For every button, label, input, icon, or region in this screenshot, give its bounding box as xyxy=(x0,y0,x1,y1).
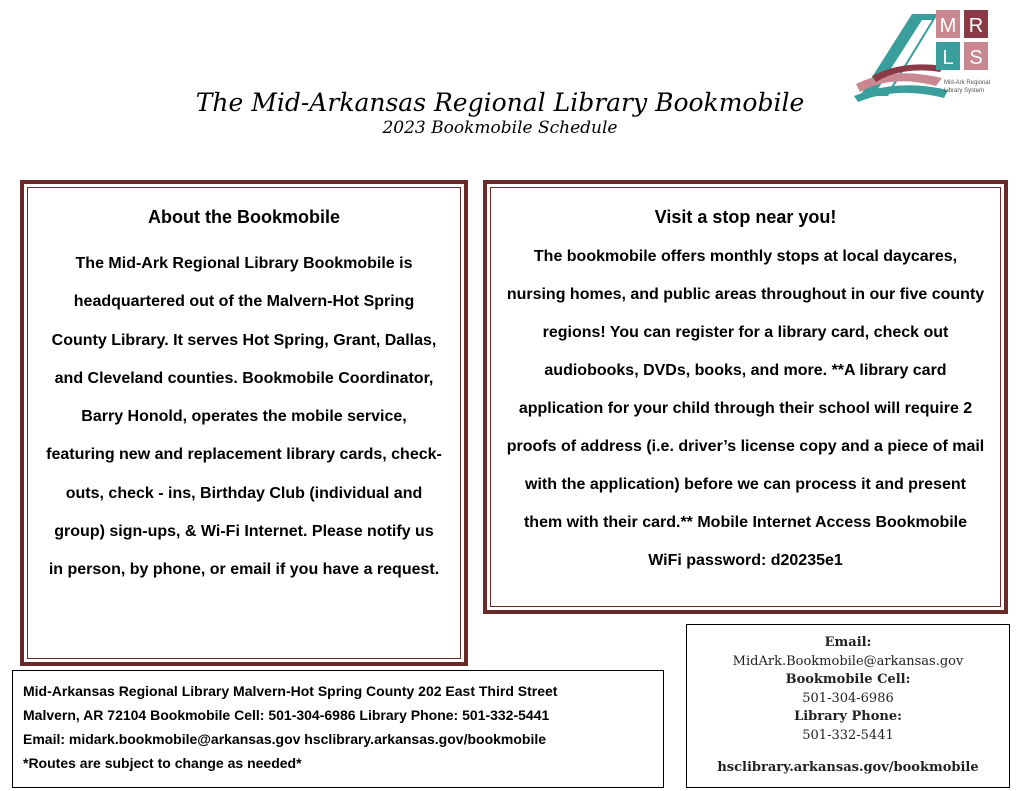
cell-label: Bookmobile Cell: xyxy=(785,672,911,687)
about-heading: About the Bookmobile xyxy=(148,207,340,227)
logo-letter-s: S xyxy=(969,47,983,69)
logo-letter-r: R xyxy=(968,15,984,37)
address-line-3: Email: midark.bookmobile@arkansas.gov hsclibrary.arkansas.gov/bookmobile xyxy=(23,731,547,747)
cell-value[interactable]: 501-304-6986 xyxy=(802,691,894,706)
visit-box-inner-border xyxy=(490,187,1001,607)
about-box xyxy=(20,180,468,666)
logo-letter-m: M xyxy=(939,15,957,37)
logo-caption-line1: Mid-Ark Regional xyxy=(944,80,991,86)
visit-box xyxy=(483,180,1008,614)
address-line-2: Malvern, AR 72104 Bookmobile Cell: 501-304-6986 Library Phone: 501-332-5441 xyxy=(23,707,550,723)
email-label: Email: xyxy=(824,635,872,650)
about-box-inner-border xyxy=(27,187,461,659)
visit-heading: Visit a stop near you! xyxy=(654,207,837,227)
about-body: The Mid-Ark Regional Library Bookmobile is headquartered out of the Malvern-Hot Spring County Library. It serves Hot Spring, Grant, Dallas, and Cleveland counties. Bookmobile Coordinator, Barry Honold, operates the mobile service, featuring new and replacement library cards, check-outs, check - ins, Birthday Club (individual and group) sign-ups, & Wi-Fi Internet. Please notify us in person, by phone, or email if you have a request. xyxy=(46,255,442,579)
logo-letter-l: L xyxy=(942,47,954,69)
page-subtitle: 2023 Bookmobile Schedule xyxy=(382,118,618,138)
logo-caption-line2: Library System xyxy=(944,88,985,94)
contact-box xyxy=(686,624,1010,788)
address-line-1: Mid-Arkansas Regional Library Malvern-Hot Spring County 202 East Third Street xyxy=(23,683,558,699)
page-title: The Mid-Arkansas Regional Library Bookmobile xyxy=(195,88,805,117)
address-note: *Routes are subject to change as needed* xyxy=(23,755,302,771)
title-block xyxy=(0,88,1000,138)
email-value[interactable]: MidArk.Bookmobile@arkansas.gov xyxy=(732,654,964,669)
website-link[interactable]: hsclibrary.arkansas.gov/bookmobile xyxy=(717,760,979,775)
phone-value[interactable]: 501-332-5441 xyxy=(802,728,894,743)
address-box xyxy=(12,670,664,788)
visit-body: The bookmobile offers monthly stops at local daycares, nursing homes, and public areas throughout in our five county regions! You can register for a library card, check out audiobooks, DVDs, books, and more. **A library card application for your child through their school will require 2 proofs of address (i.e. driver’s license copy and a piece of mail with the application) before we can process it and present them with their card.** Mobile Internet Access Bookmobile WiFi password: d20235e1 xyxy=(506,248,985,569)
phone-label: Library Phone: xyxy=(794,709,902,724)
